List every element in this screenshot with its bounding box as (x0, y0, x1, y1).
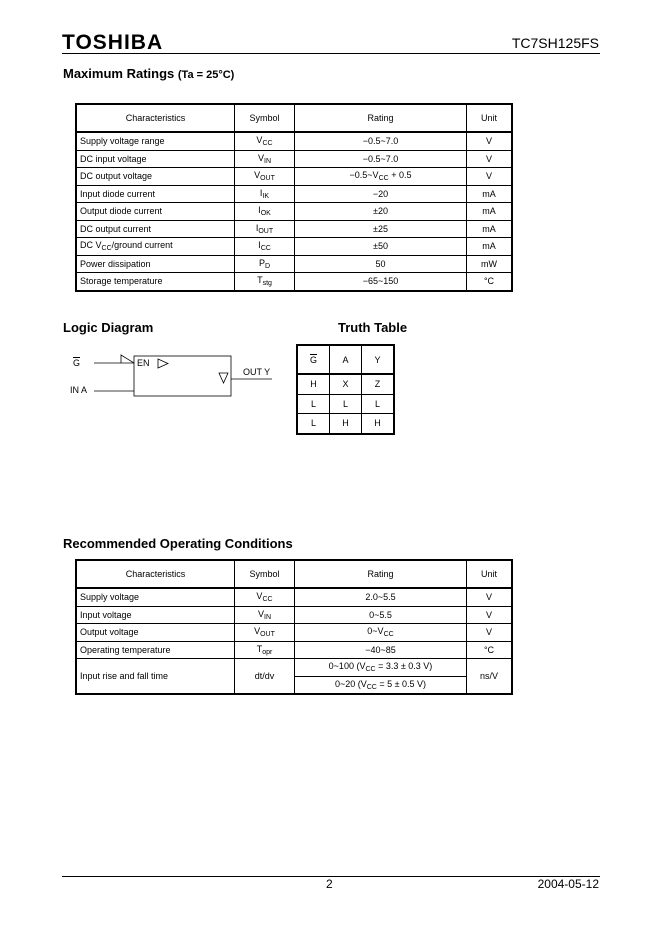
truth-table (296, 344, 395, 435)
characteristic-cell: Input rise and fall time (76, 659, 235, 695)
characteristic-cell: DC output voltage (76, 168, 235, 186)
logic-diagram-title: Logic Diagram (63, 320, 154, 335)
symbol-cell: $I_{OK}$ (235, 203, 295, 221)
cell: L (297, 394, 330, 414)
table-row (76, 659, 512, 677)
rating-cell: ±50 (295, 238, 467, 256)
rating-cell: −20 (295, 185, 467, 203)
rating-cell: 0~5.5 (295, 606, 467, 624)
symbol-cell: $V_{IN}$ (235, 150, 295, 168)
col-header: $\overline{G}$ (297, 345, 330, 374)
symbol-cell: $V_{CC}$ (235, 588, 295, 606)
header-divider (62, 53, 600, 54)
cell: L (297, 414, 330, 434)
col-header: Symbol (235, 560, 295, 588)
page-number: 2 (326, 877, 333, 891)
table-row (297, 374, 394, 394)
buffer-triangle-icon (158, 359, 168, 368)
unit-cell: mA (467, 220, 513, 238)
characteristic-cell: Output voltage (76, 624, 235, 642)
rating-cell: −0.5~7.0 (295, 150, 467, 168)
max-ratings-table (75, 103, 513, 292)
max-ratings-condition: (Ta = 25°C) (177, 69, 235, 81)
rating-cell: ±25 (295, 220, 467, 238)
cell: Z (362, 374, 395, 394)
truth-header-row (297, 345, 394, 374)
symbol-cell: dt/dv (235, 659, 295, 695)
table-row (76, 132, 512, 150)
unit-cell: V (467, 168, 513, 186)
col-header: Unit (467, 560, 513, 588)
unit-cell: °C (467, 641, 513, 659)
col-header: Characteristics (76, 104, 235, 132)
rating-cell: 2.0~5.5 (295, 588, 467, 606)
en-label: EN (137, 358, 150, 368)
characteristic-cell: Supply voltage range (76, 132, 235, 150)
table-row (76, 203, 512, 221)
characteristic-cell: DC input voltage (76, 150, 235, 168)
symbol-cell: $T_{stg}$ (235, 273, 295, 291)
table-row (297, 394, 394, 414)
max-ratings-heading (63, 66, 234, 81)
tristate-triangle-icon (219, 373, 228, 383)
footer-date: 2004-05-12 (537, 877, 599, 891)
cell: X (330, 374, 362, 394)
table-row (76, 220, 512, 238)
symbol-cell: $V_{OUT}$ (235, 168, 295, 186)
cell: H (297, 374, 330, 394)
rec-conditions-table (75, 559, 513, 695)
logic-diagram (60, 350, 280, 405)
cell: L (330, 394, 362, 414)
unit-cell: V (467, 588, 513, 606)
col-header: Characteristics (76, 560, 235, 588)
symbol-cell: $I_{CC}$ (235, 238, 295, 256)
unit-cell: mA (467, 203, 513, 221)
symbol-cell: $P_D$ (235, 255, 295, 273)
col-header: Rating (295, 560, 467, 588)
characteristic-cell: Input voltage (76, 606, 235, 624)
symbol-cell: $I_{IK}$ (235, 185, 295, 203)
characteristic-cell: Operating temperature (76, 641, 235, 659)
rating-cell: $0\sim V_{CC}$ (295, 624, 467, 642)
table-row (76, 255, 512, 273)
cell: H (362, 414, 395, 434)
unit-cell: ns/V (467, 659, 513, 695)
table-row (76, 185, 512, 203)
cell: L (362, 394, 395, 414)
rating-cell: −65~150 (295, 273, 467, 291)
symbol-cell: $V_{IN}$ (235, 606, 295, 624)
g-label: $\overline{G}$ (73, 358, 81, 368)
rating-cell: −0.5~7.0 (295, 132, 467, 150)
out-y-label: OUT Y (243, 367, 271, 377)
characteristic-cell: Storage temperature (76, 273, 235, 291)
table-row (76, 624, 512, 642)
table-row (76, 588, 512, 606)
characteristic-cell: Output diode current (76, 203, 235, 221)
table-header-row (76, 560, 512, 588)
max-ratings-title: Maximum Ratings (63, 66, 175, 81)
rating-cell: 0~100 ($V_{CC} = 3.3 \pm 0.3$ V) (295, 659, 467, 677)
table-header-row (76, 104, 512, 132)
cell: H (330, 414, 362, 434)
unit-cell: V (467, 150, 513, 168)
characteristic-cell: Power dissipation (76, 255, 235, 273)
table-row (76, 150, 512, 168)
unit-cell: °C (467, 273, 513, 291)
unit-cell: V (467, 624, 513, 642)
characteristic-cell: DC output current (76, 220, 235, 238)
rating-cell: −40~85 (295, 641, 467, 659)
col-header: Rating (295, 104, 467, 132)
rating-cell: ±20 (295, 203, 467, 221)
part-number: TC7SH125FS (511, 35, 599, 51)
in-a-label: IN A (70, 385, 88, 395)
table-row (76, 641, 512, 659)
col-header: A (330, 345, 362, 374)
truth-table-title: Truth Table (338, 320, 408, 335)
table-row (76, 273, 512, 291)
table-row (76, 606, 512, 624)
toshiba-logo: TOSHIBA (62, 31, 164, 54)
inversion-bubble (121, 355, 134, 363)
col-header: Symbol (235, 104, 295, 132)
unit-cell: mW (467, 255, 513, 273)
characteristic-cell: Input diode current (76, 185, 235, 203)
characteristic-cell: Supply voltage (76, 588, 235, 606)
unit-cell: V (467, 132, 513, 150)
table-row (76, 168, 512, 186)
symbol-cell: $T_{opr}$ (235, 641, 295, 659)
symbol-cell: $I_{OUT}$ (235, 220, 295, 238)
col-header: Unit (467, 104, 513, 132)
unit-cell: V (467, 606, 513, 624)
rating-cell: 0~20 ($V_{CC} = 5 \pm 0.5$ V) (295, 676, 467, 694)
unit-cell: mA (467, 185, 513, 203)
col-header: Y (362, 345, 395, 374)
table-row (297, 414, 394, 434)
symbol-cell: $V_{CC}$ (235, 132, 295, 150)
symbol-cell: $V_{OUT}$ (235, 624, 295, 642)
rating-cell: 50 (295, 255, 467, 273)
rec-conditions-title: Recommended Operating Conditions (63, 536, 293, 551)
rating-cell: $-0.5\sim V_{CC} + 0.5$ (295, 168, 467, 186)
unit-cell: mA (467, 238, 513, 256)
characteristic-cell: DC $V_{CC}$/ground current (76, 238, 235, 256)
table-row (76, 238, 512, 256)
